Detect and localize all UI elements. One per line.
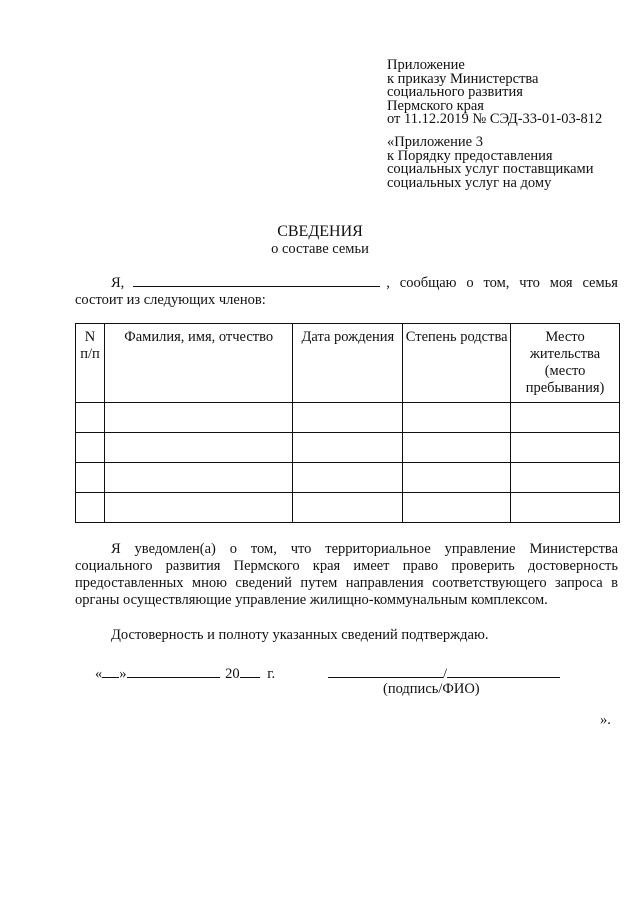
intro-word: семья (582, 275, 618, 291)
month-blank-field[interactable] (127, 664, 220, 678)
header-line: Пермского края (387, 97, 484, 114)
date-line (95, 664, 275, 683)
table-cell[interactable] (511, 433, 620, 463)
intro-line2: состоит из следующих членов: (75, 292, 266, 308)
table-cell[interactable] (403, 433, 511, 463)
table-cell[interactable] (293, 463, 403, 493)
table-cell[interactable] (104, 463, 293, 493)
intro-word: , (386, 275, 390, 291)
intro-paragraph (75, 272, 618, 309)
column-header-relationship: Степень родства (403, 324, 511, 403)
table-row (76, 463, 620, 493)
table-row (76, 403, 620, 433)
appendix-line: социальных услуг поставщиками (387, 161, 594, 178)
header-line: Приложение (387, 57, 465, 73)
confirmation-statement: Достоверность и полноту указанных сведений подтверждаю. (111, 627, 489, 643)
table-cell[interactable] (104, 403, 293, 433)
table-cell[interactable] (293, 433, 403, 463)
header-line: социального развития (387, 84, 523, 101)
table-cell[interactable] (76, 493, 105, 523)
table-cell[interactable] (511, 403, 620, 433)
header-line: от 11.12.2019 № СЭД-33-01-03-812 (387, 111, 603, 128)
column-header-birth-date: Дата рождения (293, 324, 403, 403)
intro-prefix: Я, (111, 275, 125, 291)
signature-separator: / (443, 666, 448, 682)
column-header-residence: Место жительства (место пребывания) (511, 324, 620, 403)
title-main: СВЕДЕНИЯ (277, 223, 363, 240)
date-open-quote: « (95, 666, 103, 682)
table-cell[interactable] (76, 463, 105, 493)
table-cell[interactable] (104, 493, 293, 523)
intro-word: том, (483, 275, 510, 291)
day-blank-field[interactable] (102, 664, 119, 678)
table-cell[interactable] (403, 403, 511, 433)
title-sub: о составе семьи (271, 241, 369, 257)
table-cell[interactable] (293, 403, 403, 433)
table-cell[interactable] (511, 493, 620, 523)
table-cell[interactable] (76, 403, 105, 433)
intro-word: моя (549, 275, 573, 291)
table-cell[interactable] (293, 493, 403, 523)
year-suffix: г. (267, 666, 276, 682)
table-cell[interactable] (76, 433, 105, 463)
table-row (76, 433, 620, 463)
year-blank-field[interactable] (240, 664, 260, 678)
intro-word: что (519, 275, 540, 291)
name-blank-field[interactable] (133, 272, 380, 287)
table-cell[interactable] (403, 493, 511, 523)
column-header-number: N п/п (76, 324, 105, 403)
table-cell[interactable] (403, 463, 511, 493)
intro-word: сообщаю (399, 275, 457, 291)
header-line: к приказу Министерства (387, 70, 539, 87)
document-title (0, 223, 640, 258)
notice-paragraph (75, 541, 618, 609)
signature-caption: (подпись/ФИО) (383, 681, 480, 697)
table-cell[interactable] (511, 463, 620, 493)
closing-quote: ». (600, 712, 611, 728)
intro-word: о (466, 275, 474, 291)
table-header-row (76, 324, 620, 403)
appendix-line: «Приложение 3 (387, 133, 483, 150)
notice-text: Я уведомлен(а) о том, что территориальное управление Министерства социального развития Пермского края имеет право проверить достоверность предоставленных мною сведений путем направления соответствующего запроса в органы осуществляющие управление жилищно-коммунальным комплексом. (75, 541, 618, 608)
signature-blank-field[interactable] (328, 664, 443, 678)
table-cell[interactable] (104, 433, 293, 463)
family-members-table (75, 323, 620, 523)
table-row (76, 493, 620, 523)
date-close-quote: » (119, 666, 127, 682)
appendix-line: социальных услуг на дому (387, 174, 552, 191)
column-header-full-name: Фамилия, имя, отчество (104, 324, 293, 403)
year-prefix: 20 (225, 666, 240, 682)
appendix-line: к Порядку предоставления (387, 147, 553, 164)
document-header (387, 59, 602, 190)
full-name-blank-field[interactable] (447, 664, 560, 678)
